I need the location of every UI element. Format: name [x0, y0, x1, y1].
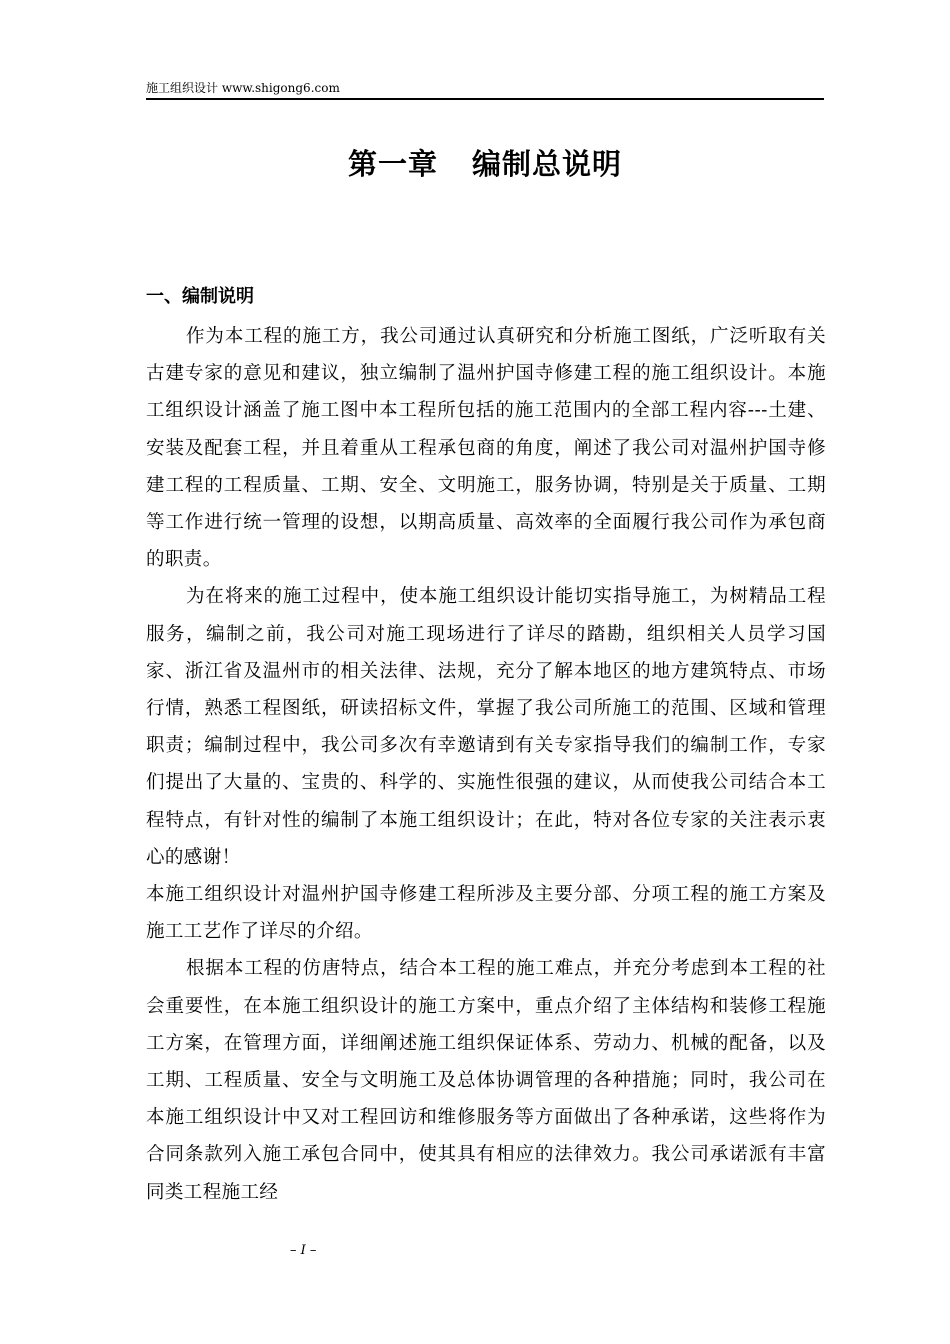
paragraph-3: 本施工组织设计对温州护国寺修建工程所涉及主要分部、分项工程的施工方案及施工工艺作了详尽的介绍。 — [146, 884, 826, 943]
paragraph-4: 根据本工程的仿唐特点，结合本工程的施工难点，并充分考虑到本工程的社会重要性，在本施工组织设计的施工方案中，重点介绍了主体结构和装修工程施工方案，在管理方面，详细阐述施工组织保证体系、劳动力、机械的配备，以及工期、工程质量、安全与文明施工及总体协调管理的各种措施；同时，我公司在本施工组织设计中又对工程回访和维修服务等方面做出了各种承诺，这些将作为合同条款列入施工承包合同中，使其具有相应的法律效力。我公司承诺派有丰富同类工程施工经 — [146, 958, 826, 1203]
chapter-name: 编制总说明 — [472, 147, 623, 181]
chapter-title — [146, 142, 824, 186]
header-text: 施工组织设计 www.shigong6.com — [146, 81, 340, 95]
paragraph-1: 作为本工程的施工方，我公司通过认真研究和分析施工图纸，广泛听取有关古建专家的意见和建议，独立编制了温州护国寺修建工程的施工组织设计。本施工组织设计涵盖了施工图中本工程所包括的施工范围内的全部工程内容---土建、安装及配套工程，并且着重从工程承包商的角度，阐述了我公司对温州护国寺修建工程的工程质量、工期、安全、文明施工，服务协调，特别是关于质量、工期等工作进行统一管理的设想，以期高质量、高效率的全面履行我公司作为承包商的职责。 — [146, 326, 826, 571]
page-header — [146, 80, 824, 100]
chapter-number: 第一章 — [347, 147, 438, 181]
section-heading: 一、编制说明 — [146, 286, 254, 307]
paragraph-2: 为在将来的施工过程中，使本施工组织设计能切实指导施工，为树精品工程服务，编制之前，我公司对施工现场进行了详尽的踏勘，组织相关人员学习国家、浙江省及温州市的相关法律、法规，充分了解本地区的地方建筑特点、市场行情，熟悉工程图纸，研读招标文件，掌握了我公司所施工的范围、区域和管理职责；编制过程中，我公司多次有幸邀请到有关专家指导我们的编制工作，专家们提出了大量的、宝贵的、科学的、实施性很强的建议，从而使我公司结合本工程特点，有针对性的编制了本施工组织设计；在此，特对各位专家的关注表示衷心的感谢！ — [146, 586, 826, 868]
body-text — [146, 318, 826, 1211]
page-number: – I – — [290, 1243, 317, 1258]
